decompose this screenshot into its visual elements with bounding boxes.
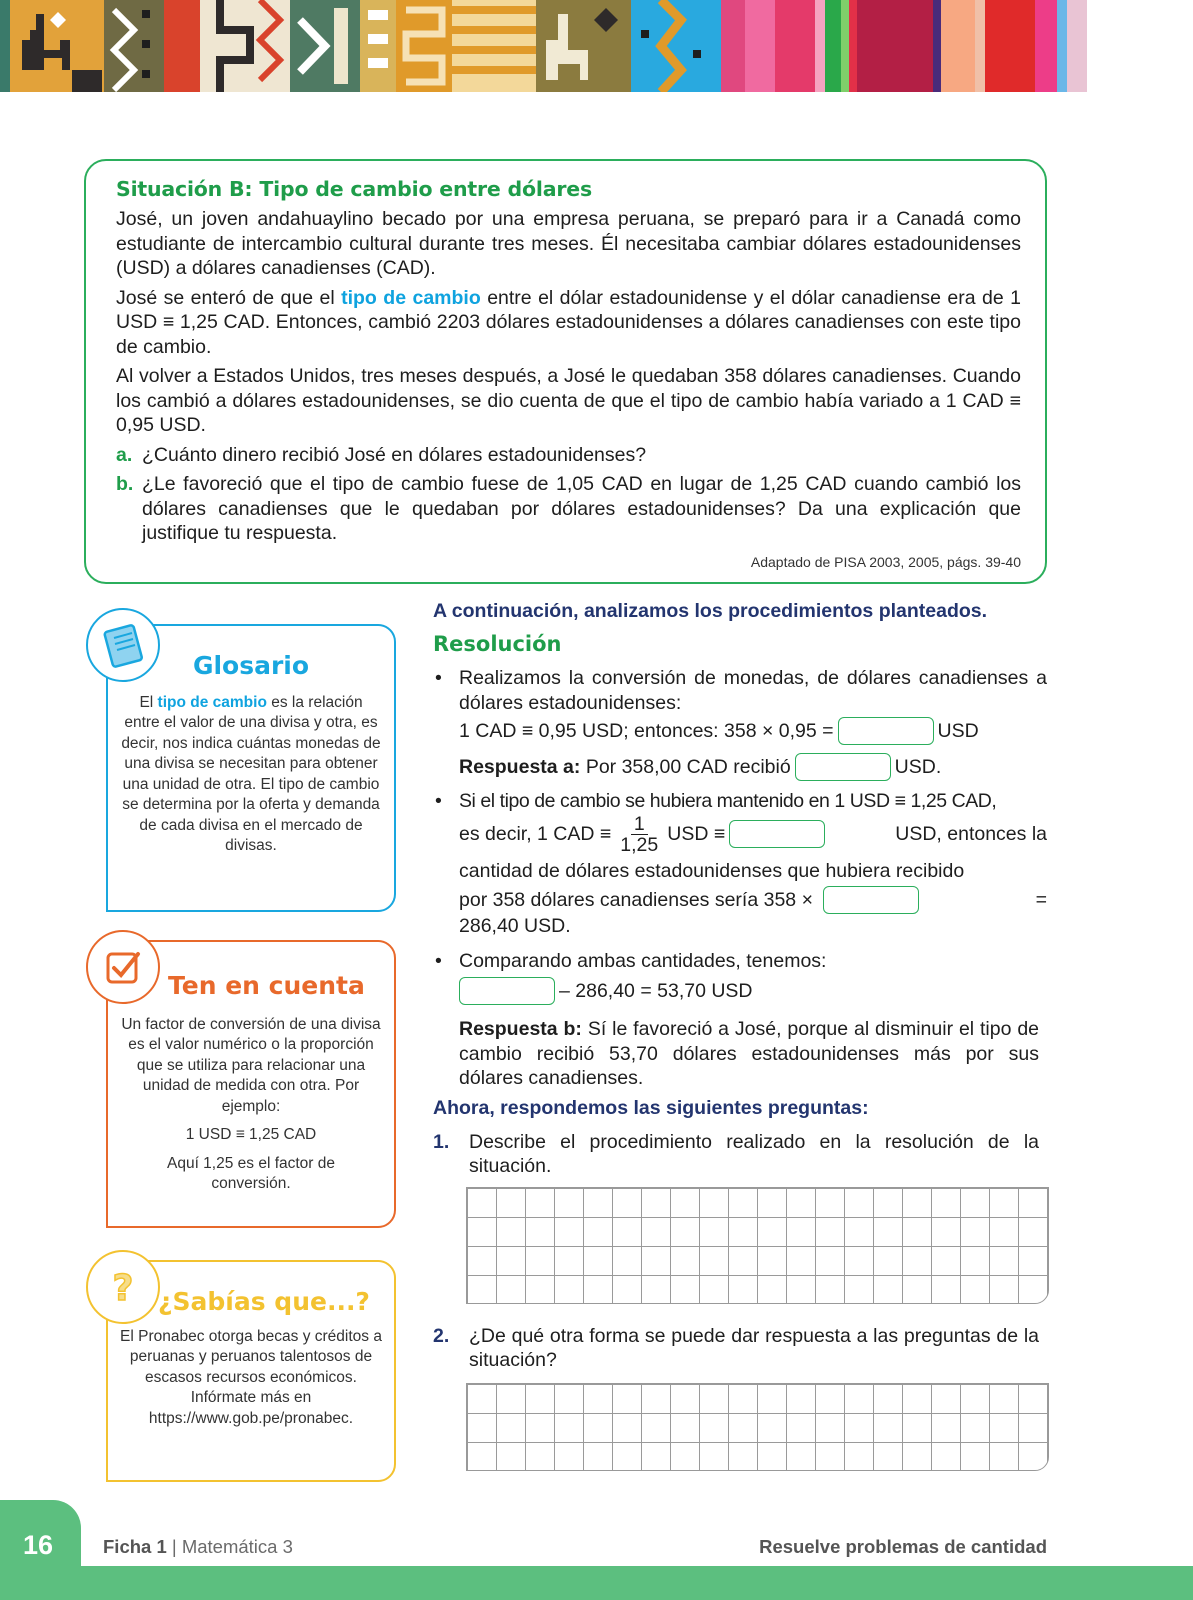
footer-right: Resuelve problemas de cantidad	[759, 1536, 1047, 1557]
question-1-text: Describe el procedimiento realizado en la resolución de la situación.	[469, 1130, 1039, 1177]
red-stripe-band	[164, 0, 200, 92]
fraction-numerator: 1	[631, 814, 648, 835]
bullet-2-pre: es decir, 1 CAD ≡	[459, 822, 612, 845]
bullet-dot: •	[435, 790, 442, 812]
situation-paragraph-2	[116, 286, 1021, 360]
situation-paragraph-1: José, un joven andahuaylino becado por una empresa peruana, se preparó para ir a Canadá como estudiante de intercambio cultural durante tres meses. Él necesitaba cambiar dólares estadounidenses (USD) a dólares canadienses (CAD).	[116, 208, 1021, 279]
question-a-text: ¿Cuánto dinero recibió José en dólares estadounidenses?	[142, 443, 647, 466]
p2-pre: José se enteró de que el	[116, 286, 335, 309]
answer-blank-5[interactable]	[459, 977, 555, 1005]
question-mark-icon	[86, 1250, 160, 1324]
bullet-1-unit: USD	[937, 719, 979, 742]
glossary-pre: El	[139, 693, 154, 711]
footer-ficha: Ficha 1	[103, 1536, 167, 1557]
answer-b	[459, 1017, 1047, 1091]
situation-paragraph-3: Al volver a Estados Unidos, tres meses después, a José le quedaban 358 dólares canadienses. Cuando los cambió a dólares estadounidenses, se dio cuenta de que el tipo de cambio había variado a 1 CAD ≡ 0,95 USD.	[116, 365, 1021, 436]
resolution-title: Resolución	[433, 632, 562, 656]
green-pattern-band	[290, 0, 360, 92]
questions-heading: Ahora, respondemos las siguientes preguntas:	[433, 1096, 869, 1119]
conversion-note: Aquí 1,25 es el factor de conversión.	[166, 1154, 336, 1192]
bullet-2-line-1: Si el tipo de cambio se hubiera mantenido en 1 USD ≡ 1,25 CAD,	[459, 790, 997, 812]
question-a-letter: a.	[116, 443, 133, 466]
question-b	[116, 472, 1021, 546]
crimson-stripe	[857, 0, 933, 92]
answer-grid-1[interactable]	[466, 1187, 1049, 1304]
glossary-term: tipo de cambio	[157, 693, 267, 711]
answer-a-text: Por 358,00 CAD recibió	[585, 755, 791, 778]
page-number: 16	[22, 1530, 54, 1560]
bullet-conversion	[433, 666, 1047, 781]
answer-grid-2[interactable]	[466, 1383, 1049, 1471]
bullet-dot: •	[435, 949, 442, 972]
svg-text:?: ?	[112, 1268, 134, 1309]
p2-post: entre el dólar estadounidense y el dólar canadiense era de 1 USD ≡ 1,25 CAD. Entonces, cambió 2203 dólares estadounidenses a dólares canadienses con este tipo de cambio.	[116, 286, 1021, 358]
sky-stripe	[1057, 0, 1067, 92]
glossary-box	[106, 624, 396, 912]
question-1	[433, 1130, 1047, 1179]
book-icon	[86, 608, 160, 682]
bullet-1-text: Realizamos la conversión de monedas, de dólares canadienses a dólares estadounidenses:	[459, 667, 1047, 714]
bullet-2-post: USD, entonces la	[895, 822, 1047, 845]
footer-separator: |	[166, 1536, 182, 1557]
lime-stripe	[841, 0, 849, 92]
decorative-textile-banner	[0, 0, 1193, 92]
llama-pattern-band	[0, 0, 104, 92]
footer-left	[103, 1536, 293, 1558]
fraction-denominator: 1,25	[620, 833, 659, 856]
fraction	[617, 814, 661, 855]
conversion-example: 1 USD ≡ 1,25 CAD	[185, 1126, 317, 1143]
resolution-column	[433, 600, 1047, 1471]
blue-pattern-band	[631, 0, 721, 92]
purple-stripe	[933, 0, 941, 92]
question-2-text: ¿De qué otra forma se puede dar respuesta a las preguntas de la situación?	[469, 1324, 1039, 1371]
bullet-comparison	[433, 949, 1047, 1091]
pink-stripe	[721, 0, 745, 92]
answer-a-unit: USD.	[894, 755, 942, 778]
bullet-2-line-3: cantidad de dólares estadounidenses que hubiera recibido	[459, 859, 965, 882]
bullet-2-line-4: por 358 dólares canadienses sería 358 ×	[459, 888, 813, 911]
keep-in-mind-body: Un factor de conversión de una divisa es el valor numérico o la proporción que se utiliza para relacionar una unidad de medida con otra. Por ejemplo:	[121, 1015, 381, 1115]
bullet-1-equation: 1 CAD ≡ 0,95 USD; entonces: 358 × 0,95 =	[459, 719, 834, 742]
keep-in-mind-title: Ten en cuenta	[168, 971, 365, 1000]
light-peach-stripe	[975, 0, 985, 92]
rose-stripe	[815, 0, 825, 92]
answer-a-label: Respuesta a:	[459, 755, 581, 778]
geometric-band	[104, 0, 164, 92]
white-pattern-band	[200, 0, 290, 92]
answer-b-text: Sí le favoreció a José, porque al disminuir el tipo de cambio recibió 53,70 dólares estadounidenses más por sus dólares canadienses.	[459, 1018, 1040, 1089]
footer-bar	[0, 1566, 1193, 1600]
bullet-2-mid: USD ≡	[667, 822, 726, 845]
pale-stripe	[1067, 0, 1087, 92]
source-citation: Adaptado de PISA 2003, 2005, págs. 39-40	[750, 554, 1021, 570]
bullet-dot: •	[435, 667, 442, 689]
green-stripe	[825, 0, 841, 92]
checklist-icon	[86, 930, 160, 1004]
question-1-number: 1.	[433, 1130, 450, 1153]
question-b-text: ¿Le favoreció que el tipo de cambio fuese de 1,05 CAD en lugar de 1,25 CAD cuando cambió los dólares canadienses que le quedaban por dólares estadounidenses? Da una explicación que justifique tu respuesta.	[142, 473, 1021, 544]
bullet-2-line-5: 286,40 USD.	[459, 915, 571, 937]
glossary-definition: es la relación entre el valor de una divisa y otra, es decir, nos indica cuántas monedas de una divisa se necesitan para obtener una unidad de otra. El tipo de cambio se determina por la oferta y demanda de cada divisa en el mercado de divisas.	[121, 693, 381, 854]
question-2-number: 2.	[433, 1324, 450, 1347]
hot-pink-stripe	[1035, 0, 1057, 92]
question-b-letter: b.	[116, 473, 134, 495]
answer-blank-3[interactable]	[729, 820, 825, 848]
stripes-band	[452, 0, 536, 92]
bullet-2-equals: =	[1035, 888, 1047, 911]
peach-stripe	[941, 0, 975, 92]
light-pink-stripe	[745, 0, 775, 92]
keep-in-mind-box	[106, 940, 396, 1228]
exchange-rate-term: tipo de cambio	[341, 286, 481, 309]
did-you-know-body: El Pronabec otorga becas y créditos a peruanas y peruanos talentosos de escasos recursos económicos. Infórmate más en https://www.gob.pe/pronabec.	[120, 1327, 382, 1427]
intro-heading: A continuación, analizamos los procedimientos planteados.	[433, 600, 988, 622]
llama-pattern-band-2	[536, 0, 631, 92]
bullet-3-text: Comparando ambas cantidades, tenemos:	[459, 949, 827, 972]
situation-box	[84, 159, 1047, 584]
footer-subject: Matemática 3	[181, 1536, 293, 1557]
situation-title: Situación B: Tipo de cambio entre dólares	[116, 177, 592, 201]
bullet-hypothetical	[433, 789, 1047, 939]
did-you-know-title: ¿Sabías que...?	[158, 1287, 370, 1316]
magenta-stripe	[775, 0, 815, 92]
question-2	[433, 1324, 1047, 1373]
bright-red-stripe	[985, 0, 1035, 92]
question-a	[116, 443, 1021, 468]
answer-blank-1[interactable]	[838, 717, 934, 745]
answer-b-label: Respuesta b:	[459, 1018, 582, 1040]
answer-blank-4[interactable]	[823, 886, 919, 914]
red-stripe	[849, 0, 857, 92]
answer-blank-2[interactable]	[795, 753, 891, 781]
cream-band	[360, 0, 396, 92]
bullet-3-equation: – 286,40 = 53,70 USD	[559, 979, 753, 1002]
orange-pattern-band	[396, 0, 452, 92]
did-you-know-box	[106, 1260, 396, 1482]
glossary-body	[108, 693, 394, 857]
glossary-title: Glosario	[192, 651, 310, 680]
